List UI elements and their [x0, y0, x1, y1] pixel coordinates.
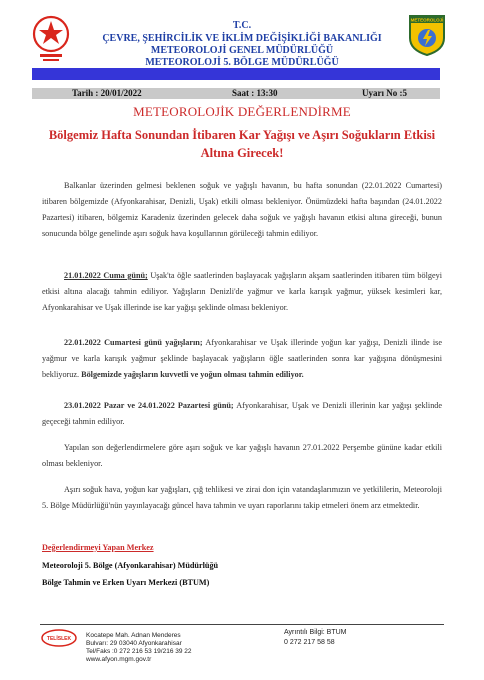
paragraph-friday-body: Uşak'ta öğle saatlerinden başlayacak yağışların akşam saatlerinden itibaren tüm bölgeyi etkisi altına alacağı tahmin ediliyor. Yağışların Denizli'de yağmur ve karla karışık yağmur, yüksek kesimleri kar, Afyonkarahisar ve Uşak illerinde ise kar yağışı şeklinde olması bekleniyor. — [42, 271, 442, 312]
paragraph-overview — [42, 178, 442, 242]
paragraph-friday — [42, 268, 442, 316]
paragraph-saturday-emphasis: Bölgemizde yağışların kuvvetli ve yoğun olması tahmin ediliyor. — [81, 370, 304, 379]
footer-address-line-2: Bulvarı: 29 03040 Afyonkarahisar — [86, 640, 182, 647]
footer-website-link[interactable]: www.afyon.mgm.gov.tr — [86, 656, 152, 663]
mgm-logo-text: METEOROLOJİ — [410, 17, 444, 23]
paragraph-sunday-monday-lead: 23.01.2022 Pazar ve 24.01.2022 Pazartesi günü; — [64, 401, 234, 410]
footer-phone: Tel/Faks :0 272 216 53 19/216 39 22 — [86, 648, 192, 655]
paragraph-overview-text: Balkanlar üzerinden gelmesi beklenen soğuk ve yağışlı havanın, bu hafta sonundan (22.01.2022 Cumartesi) itibaren bölgemizde (Afyonkarahisar, Denizli, Uşak) etkili olması bekleniyor. Önümüzdeki hafta başından (24.01.2022 Pazartesi) itibaren, bölgemiz Karadeniz üzerinden gelecek daha soğuk ve yağışlı havanın etkisi altına gireceği, bunun sonucunda bölge genelinde aşırı soğuk hava koşullarının görüleceği tahmin ediliyor. — [42, 181, 442, 238]
header-general-directorate: METEOROLOJİ GENEL MÜDÜRLÜĞÜ — [150, 45, 334, 56]
signature-line-2: Bölge Tahmin ve Erken Uyarı Merkezi (BTUM) — [42, 578, 210, 587]
paragraph-friday-lead: 21.01.2022 Cuma günü; — [64, 271, 148, 280]
header-tc: T.C. — [232, 20, 252, 31]
document-subtitle: Bölgemiz Hafta Sonundan İtibaren Kar Yağışı ve Aşırı Soğukların Etkisi Altına Girecek! — [48, 128, 436, 160]
date-label: Tarih : 20/01/2022 — [72, 88, 142, 98]
footer-address — [86, 632, 192, 664]
info-bar — [32, 88, 440, 99]
paragraph-sunday-monday-body: Afyonkarahisar, Uşak ve Denizli illerinin kar yağışı şeklinde geçeceği tahmin ediliyor. — [42, 401, 443, 426]
paragraph-duration-text: Yapılan son değerlendirmelere göre aşırı soğuk ve kar yağışlı havanın 27.01.2022 Perşembe gününe kadar etkili olması bekleniyor. — [42, 443, 442, 468]
paragraph-advisory-text: Aşırı soğuk hava, yoğun kar yağışları, çığ tehlikesi ve zirai don için vatandaşlarımızın ve yetkililerin, Meteoroloji 5. Bölge Müdürlüğü'nün yayınlayacağı güncel hava tahmin ve uyarı raporlarını takip etmeleri önem arz etmektedir. — [42, 485, 442, 510]
header-blue-bar — [32, 68, 440, 80]
header-regional-directorate: METEOROLOJİ 5. BÖLGE MÜDÜRLÜĞÜ — [145, 57, 339, 68]
footer-logo-text: TELİSLEK — [46, 636, 72, 642]
footer-contact-label: Ayrıntılı Bilgi: BTUM — [284, 629, 347, 636]
time-label: Saat : 13:30 — [232, 88, 278, 98]
paragraph-advisory — [42, 482, 442, 514]
paragraph-saturday-lead: 22.01.2022 Cumartesi günü yağışların; — [64, 338, 203, 347]
signature-line-1: Meteoroloji 5. Bölge (Afyonkarahisar) Müdürlüğü — [42, 561, 219, 570]
paragraph-saturday-body: Afyonkarahisar ve Uşak illerinde yoğun kar yağışı, Denizli ilinde ise yağmur ve karla karışık yağmur şeklinde başlayacak yağışların öğle saatlerinden sonra kar yağışına dönüşmesini bekliyoruz. — [42, 338, 442, 379]
header-ministry: ÇEVRE, ŞEHİRCİLİK VE İKLİM DEĞİŞİKLİĞİ BAKANLIĞI — [102, 33, 382, 44]
signature-title: Değerlendirmeyi Yapan Merkez — [42, 543, 154, 552]
paragraph-saturday — [42, 335, 442, 383]
footer-logo — [40, 628, 78, 648]
footer-contact-phone: 0 272 217 58 58 — [284, 639, 335, 646]
paragraph-sunday-monday — [42, 398, 442, 430]
footer-contact — [284, 628, 347, 648]
footer-address-line-1: Kocatepe Mah. Adnan Menderes — [86, 632, 181, 639]
paragraph-duration — [42, 440, 442, 472]
document-title: METEOROLOJİK DEĞERLENDİRME — [133, 104, 351, 119]
warning-number-label: Uyarı No :5 — [362, 88, 407, 98]
footer-divider — [40, 624, 444, 625]
